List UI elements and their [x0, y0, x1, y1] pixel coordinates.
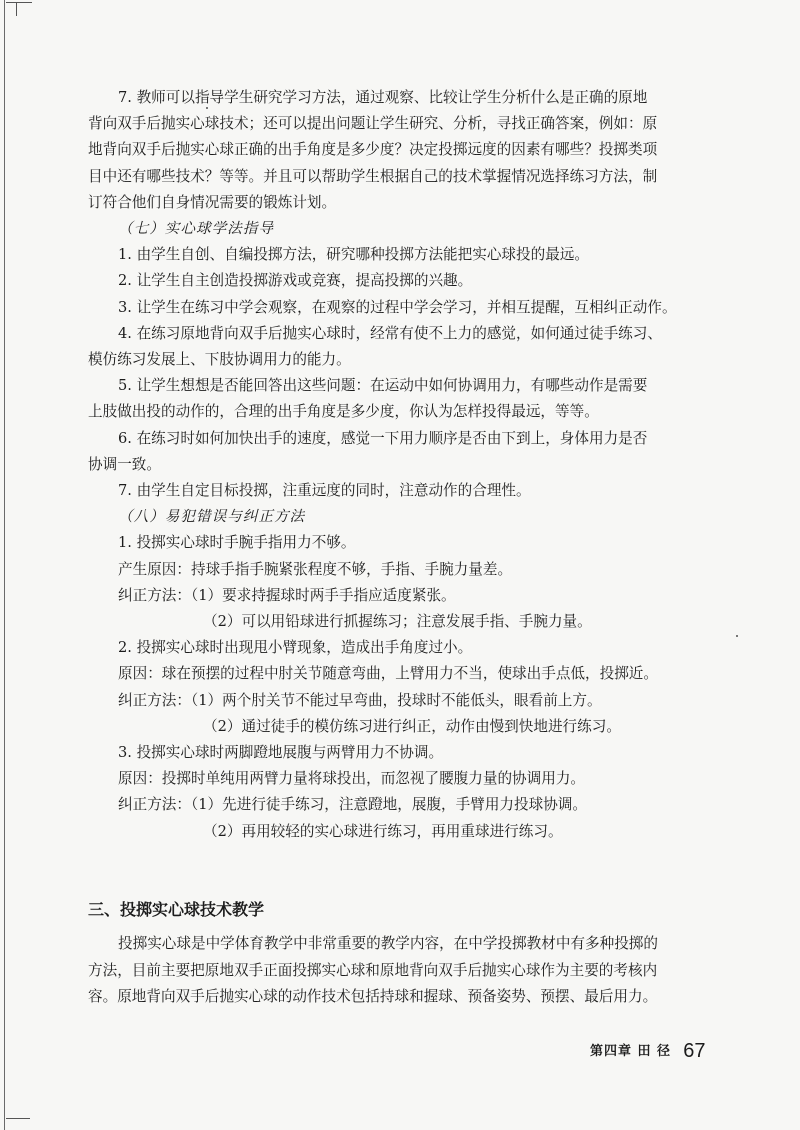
text-line: 背向双手后抛实心球技术；还可以提出问题让学生研究、分析，寻找正确答案，例如：原 — [88, 115, 658, 133]
scan-speck — [736, 635, 738, 637]
text-line: 投掷实心球是中学体育教学中非常重要的教学内容，在中学投掷教材中有多种投掷的 — [118, 935, 658, 952]
text-line: 目中还有哪些技术？等等。并且可以帮助学生根据自己的技术掌握情况选择练习方法，制 — [88, 167, 658, 185]
text-line: 纠正方法：（1）先进行徒手练习，注意蹬地，展腹，手臂用力投球协调。 — [118, 796, 587, 814]
text-line: 5. 让学生想想是否能回答出这些问题：在运动中如何协调用力，有哪些动作是需要 — [118, 377, 648, 395]
text-line: 3. 让学生在练习中学会观察，在观察的过程中学会学习，并相互提醒，互相纠正动作。 — [118, 298, 677, 316]
text-line: 6. 在练习时如何加快出手的速度，感觉一下用力顺序是否由下到上，身体用力是否 — [118, 429, 648, 447]
chapter-label: 第四章 田 径 — [590, 1044, 672, 1059]
text-line: （2）再用较轻的实心球进行练习，再用重球进行练习。 — [203, 822, 563, 840]
text-line: 2. 让学生自主创造投掷游戏或竞赛，提高投掷的兴趣。 — [118, 272, 473, 290]
text-line: （2）可以用铅球进行抓握练习；注意发展手指、手腕力量。 — [203, 613, 592, 630]
text-line: 纠正方法：（1）两个肘关节不能过早弯曲，投球时不能低头，眼看前上方。 — [118, 691, 602, 709]
text-line: 上肢做出投的动作的，合理的出手角度是多少度，你认为怎样投得最远，等等。 — [88, 403, 599, 421]
scan-edge — [4, 0, 5, 1130]
text-line: 原因：球在预摆的过程中肘关节随意弯曲，上臂用力不当，使球出手点低，投掷近。 — [118, 665, 658, 683]
text-line: 模仿练习发展上、下肢协调用力的能力。 — [88, 351, 351, 368]
text-line: 4. 在练习原地背向双手后抛实心球时，经常有使不上力的感觉，如何通过徒手练习、 — [118, 324, 662, 342]
scan-bottom-mark — [6, 1118, 30, 1119]
text-line: 方法，目前主要把原地双手正面投掷实心球和原地背向双手后抛实心球作为主要的考核内 — [88, 961, 658, 979]
text-line: 容。原地背向双手后抛实心球的动作技术包括持球和握球、预备姿势、预摆、最后用力。 — [88, 988, 658, 1005]
text-line: 地背向双手后抛实心球正确的出手角度是多少度？决定投掷远度的因素有哪些？投掷类项 — [88, 141, 658, 159]
text-line: 2. 投掷实心球时出现甩小臂现象，造成出手角度过小。 — [118, 639, 473, 657]
scan-corner-tick — [16, 2, 17, 16]
page-number: 67 — [683, 1040, 706, 1062]
subsection-heading: （八）易犯错误与纠正方法 — [118, 508, 306, 526]
text-line: 1. 投掷实心球时手腕手指用力不够。 — [118, 534, 356, 552]
section-title: 三、投掷实心球技术教学 — [88, 900, 265, 919]
text-line: 3. 投掷实心球时两脚蹬地展腹与两臂用力不协调。 — [118, 744, 444, 761]
text-line: 协调一致。 — [88, 455, 161, 473]
text-line: （2）通过徒手的模仿练习进行纠正，动作由慢到快地进行练习。 — [203, 717, 621, 735]
text-line: 7. 由学生自定目标投掷，注重远度的同时，注意动作的合理性。 — [118, 482, 531, 499]
page-footer — [590, 1040, 740, 1063]
text-line: 7. 教师可以指导学生研究学习方法，通过观察、比较让学生分析什么是正确的原地 — [118, 89, 648, 106]
text-line: 1. 由学生自创、自编投掷方法，研究哪种投掷方法能把实心球投的最远。 — [118, 246, 589, 264]
text-line: 产生原因：持球手指手腕紧张程度不够，手指、手腕力量差。 — [118, 560, 513, 578]
text-line: 纠正方法：（1）要求持握球时两手手指应适度紧张。 — [118, 586, 456, 604]
subsection-heading: （七）实心球学法指导 — [118, 220, 274, 237]
text-line: 订符合他们自身情况需要的锻炼计划。 — [88, 193, 337, 211]
scan-corner-mark — [6, 2, 32, 9]
text-line: 原因：投掷时单纯用两臂力量将球投出，而忽视了腰腹力量的协调用力。 — [118, 770, 586, 788]
